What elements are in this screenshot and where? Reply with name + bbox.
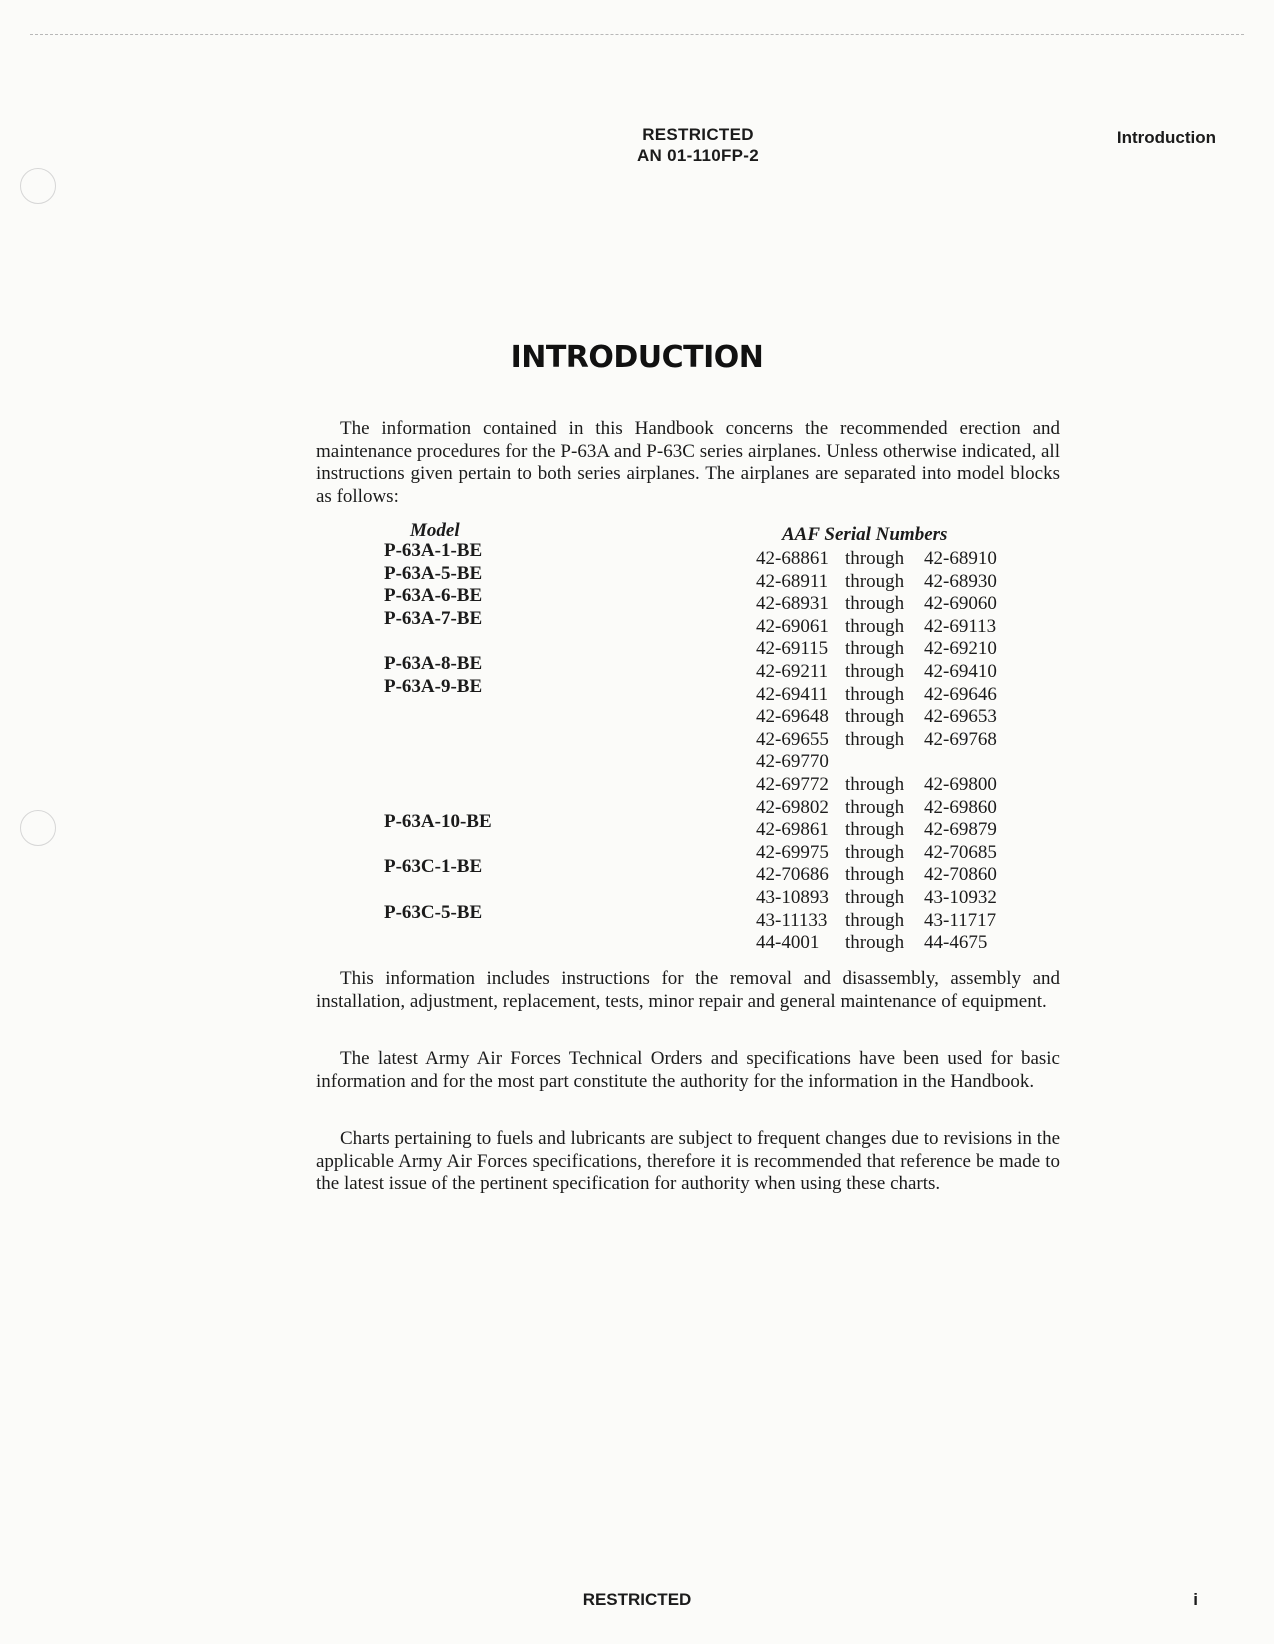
- serial-through: through: [845, 728, 905, 750]
- serial-through: through: [845, 548, 905, 569]
- serial-through: through: [845, 819, 905, 841]
- serial-end: 42-69410: [924, 660, 997, 682]
- model-name: P-63A-10-BE: [384, 811, 492, 833]
- serial-start: 42-69770: [756, 751, 829, 773]
- footer-classification: RESTRICTED: [582, 1590, 692, 1609]
- serial-end: 42-70685: [924, 841, 997, 863]
- serial-column-header: AAF Serial Numbers: [782, 524, 948, 545]
- serial-end: 42-68930: [924, 570, 997, 592]
- serial-through: through: [845, 909, 905, 931]
- top-rule: [30, 34, 1244, 35]
- serial-row: [756, 684, 1016, 707]
- serial-row: [756, 751, 1016, 774]
- serial-through: through: [845, 932, 905, 954]
- serial-start: 42-69802: [756, 796, 829, 818]
- serial-row: [756, 797, 1016, 820]
- serial-row: [756, 887, 1016, 910]
- serial-through: through: [845, 593, 905, 615]
- serial-row: [756, 864, 1016, 887]
- model-name: P-63A-5-BE: [384, 562, 483, 584]
- serial-through: through: [845, 864, 905, 886]
- serial-start: 44-4001: [756, 932, 820, 954]
- model-name: P-63A-7-BE: [384, 607, 483, 629]
- serial-start: 42-69975: [756, 841, 829, 863]
- serial-row: [756, 910, 1016, 933]
- serial-through: through: [845, 570, 905, 592]
- serial-through: through: [845, 660, 905, 682]
- serial-end: 42-69113: [924, 615, 997, 637]
- serial-end: 42-69646: [924, 683, 997, 705]
- serial-start: 42-69772: [756, 773, 829, 795]
- serial-end: 42-68910: [924, 548, 997, 569]
- serial-through: through: [845, 796, 905, 818]
- serial-end: 42-69800: [924, 773, 997, 795]
- header-block: [600, 124, 796, 166]
- punch-hole: [20, 168, 56, 204]
- serial-end: 42-69653: [924, 706, 997, 728]
- serial-through: through: [845, 638, 905, 660]
- serial-row: [756, 616, 1016, 639]
- punch-hole: [20, 810, 56, 846]
- serial-row: [756, 638, 1016, 661]
- serial-row: [756, 819, 1016, 842]
- serial-through: through: [845, 841, 905, 863]
- serial-start: 42-69655: [756, 728, 829, 750]
- serial-start: 42-68861: [756, 548, 829, 569]
- serial-end: 42-69768: [924, 728, 997, 750]
- model-name: P-63C-1-BE: [384, 856, 483, 878]
- serial-row: [756, 842, 1016, 865]
- serial-start: 42-69861: [756, 819, 829, 841]
- serial-start: 42-69411: [756, 683, 829, 705]
- serial-through: through: [845, 615, 905, 637]
- model-column-header: Model: [410, 520, 460, 541]
- paragraph-charts: Charts pertaining to fuels and lubricants are subject to frequent changes due to revisions in the applicable Army Air Forces specifications, therefore it is recommended that reference be made to the latest issue of the pertinent specification for authority when using these charts.: [316, 1128, 1060, 1194]
- serial-end: 42-69060: [924, 593, 997, 615]
- serial-start: 42-69211: [756, 660, 829, 682]
- serial-start: 43-10893: [756, 886, 829, 908]
- serial-end: 43-10932: [924, 886, 997, 908]
- intro-paragraph: The information contained in this Handbook concerns the recommended erection and maintenance procedures for the P-63A and P-63C series airplanes. Unless otherwise indicated, all instructions given pertain to both series airplanes. The airplanes are separated into model blocks as follows:: [316, 418, 1060, 507]
- serial-row: [756, 548, 1016, 571]
- serial-start: 42-69061: [756, 615, 829, 637]
- serial-start: 42-68931: [756, 593, 829, 615]
- serial-row: [756, 593, 1016, 616]
- serial-row: [756, 729, 1016, 752]
- serial-end: 43-11717: [924, 909, 997, 931]
- model-name: P-63A-9-BE: [384, 675, 483, 697]
- model-name: P-63A-1-BE: [384, 540, 483, 561]
- serial-start: 42-70686: [756, 864, 829, 886]
- serial-end: 42-69860: [924, 796, 997, 818]
- serial-start: 42-69115: [756, 638, 829, 660]
- header-doc-number: AN 01-110FP-2: [636, 146, 759, 165]
- model-name: P-63A-6-BE: [384, 585, 483, 607]
- header-classification: RESTRICTED: [642, 125, 754, 144]
- serial-end: 42-69210: [924, 638, 997, 660]
- serial-through: through: [845, 886, 905, 908]
- serial-row: [756, 571, 1016, 594]
- serial-row: [756, 932, 1016, 955]
- serial-row: [756, 661, 1016, 684]
- paragraph-scope: This information includes instructions for the removal and disassembly, assembly and installation, adjustment, replacement, tests, minor repair and general maintenance of equipment.: [316, 968, 1060, 1012]
- serial-end: 42-69879: [924, 819, 997, 841]
- serial-list: [756, 548, 1016, 955]
- serial-through: through: [845, 706, 905, 728]
- serial-start: 43-11133: [756, 909, 828, 931]
- page-title: INTRODUCTION: [510, 340, 764, 375]
- paragraph-authority: The latest Army Air Forces Technical Orders and specifications have been used for basic information and for the most part constitute the authority for the information in the Handbook.: [316, 1048, 1060, 1092]
- model-name: P-63C-5-BE: [384, 901, 483, 923]
- serial-through: through: [845, 683, 905, 705]
- model-name: P-63A-8-BE: [384, 653, 483, 674]
- serial-row: [756, 706, 1016, 729]
- serial-row: [756, 774, 1016, 797]
- serial-end: 44-4675: [924, 932, 988, 954]
- page-number: i: [1193, 1590, 1198, 1609]
- serial-through: through: [845, 773, 905, 795]
- header-section-name: Introduction: [1116, 128, 1216, 147]
- serial-start: 42-68911: [756, 570, 829, 592]
- serial-end: 42-70860: [924, 864, 997, 886]
- serial-start: 42-69648: [756, 706, 829, 728]
